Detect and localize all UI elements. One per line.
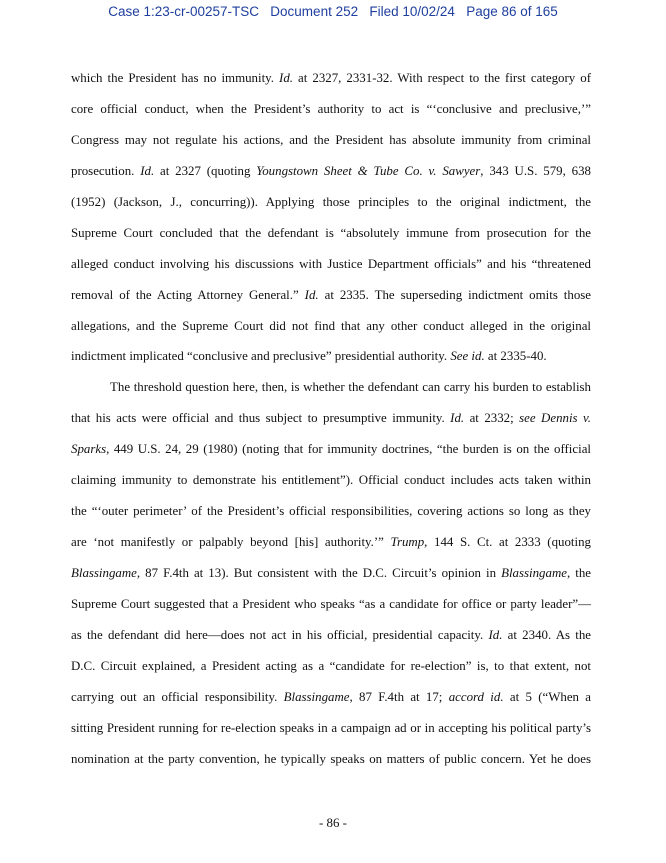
page-count: Page 86 of 165 — [466, 4, 558, 19]
page-number: - 86 - — [319, 816, 347, 830]
citation-italic: Id. — [304, 287, 319, 302]
document-number: Document 252 — [270, 4, 359, 19]
text-line: nomination at the party convention, he typically speaks on matters of public concern. Yet he does — [71, 751, 591, 766]
text-line: claiming immunity to demonstrate his entitlement”). Official conduct includes acts taken within — [71, 473, 591, 488]
text-line: Blassingame, 87 F.4th at 13). But consistent with the D.C. Circuit’s opinion in Blassingame, the — [71, 566, 591, 580]
text-line: Congress may not regulate his actions, and the President has absolute immunity from criminal — [71, 132, 591, 147]
document-body — [71, 63, 591, 775]
text-line: (1952) (Jackson, J., concurring)). Applying those principles to the original indictment, the — [71, 194, 591, 209]
text-line: Sparks, 449 U.S. 24, 29 (1980) (noting that for immunity doctrines, “the burden is on the official — [71, 442, 591, 457]
text-line: The threshold question here, then, is whether the defendant can carry his burden to establish — [110, 380, 591, 395]
text-line: D.C. Circuit explained, a President acting as a “candidate for re-election” is, to that extent, not — [71, 658, 591, 673]
citation-italic: Id. — [450, 411, 465, 426]
citation-italic: Id. — [279, 71, 293, 85]
paragraph — [71, 372, 591, 774]
citation-italic: Id. — [140, 163, 155, 178]
text-line: core official conduct, when the President’s authority to act is “‘conclusive and preclusive,’” — [71, 101, 591, 116]
case-number: Case 1:23-cr-00257-TSC — [108, 4, 260, 19]
citation-italic: Youngstown Sheet & Tube Co. v. Sawyer — [256, 163, 481, 178]
citation-italic: see Dennis v. — [519, 411, 591, 426]
text-line: prosecution. Id. at 2327 (quoting Youngstown Sheet & Tube Co. v. Sawyer, 343 U.S. 579, 638 — [71, 163, 591, 178]
text-line: carrying out an official responsibility. Blassingame, 87 F.4th at 17; accord id. at 5 (“When a — [71, 689, 591, 704]
citation-italic: Id. — [488, 627, 503, 642]
text-line: indictment implicated “conclusive and preclusive” presidential authority. See id. at 2335-40. — [71, 349, 547, 364]
text-line: removal of the Acting Attorney General.” Id. at 2335. The superseding indictment omits those — [71, 287, 591, 302]
text-line: the “‘outer perimeter’ of the President’s official responsibilities, covering actions so long as they — [71, 504, 591, 519]
text-line: allegations, and the Supreme Court did not find that any other conduct alleged in the original — [71, 318, 591, 333]
citation-italic: See id. — [450, 349, 485, 364]
text-line: alleged conduct involving his discussions with Justice Department officials” and his “threatened — [71, 256, 591, 271]
text-line: Supreme Court concluded that the defendant is “absolutely immune from prosecution for the — [71, 225, 591, 240]
citation-italic: Trump — [390, 535, 425, 550]
text-line: sitting President running for re-election speaks in a campaign ad or in accepting his political party’s — [71, 720, 591, 735]
paragraph — [71, 63, 591, 372]
citation-italic: accord id. — [448, 689, 504, 704]
text-line: that his acts were official and thus subject to presumptive immunity. Id. at 2332; see Dennis v. — [71, 411, 591, 426]
citation-italic: Sparks — [71, 442, 107, 457]
citation-italic: Blassingame — [501, 566, 567, 580]
text-line: are ‘not manifestly or palpably beyond [his] authority.’” Trump, 144 S. Ct. at 2333 (quoting — [71, 535, 591, 550]
citation-italic: Blassingame — [283, 689, 350, 704]
citation-italic: Blassingame — [71, 566, 137, 580]
ecf-header — [0, 4, 666, 19]
text-line: as the defendant did here—does not act in his official, presidential capacity. Id. at 2340. As the — [71, 627, 592, 642]
text-line: which the President has no immunity. Id. at 2327, 2331-32. With respect to the first category of — [71, 71, 592, 85]
filed-date: Filed 10/02/24 — [369, 4, 455, 19]
text-line: Supreme Court suggested that a President who speaks “as a candidate for office or party leader”— — [71, 596, 591, 611]
